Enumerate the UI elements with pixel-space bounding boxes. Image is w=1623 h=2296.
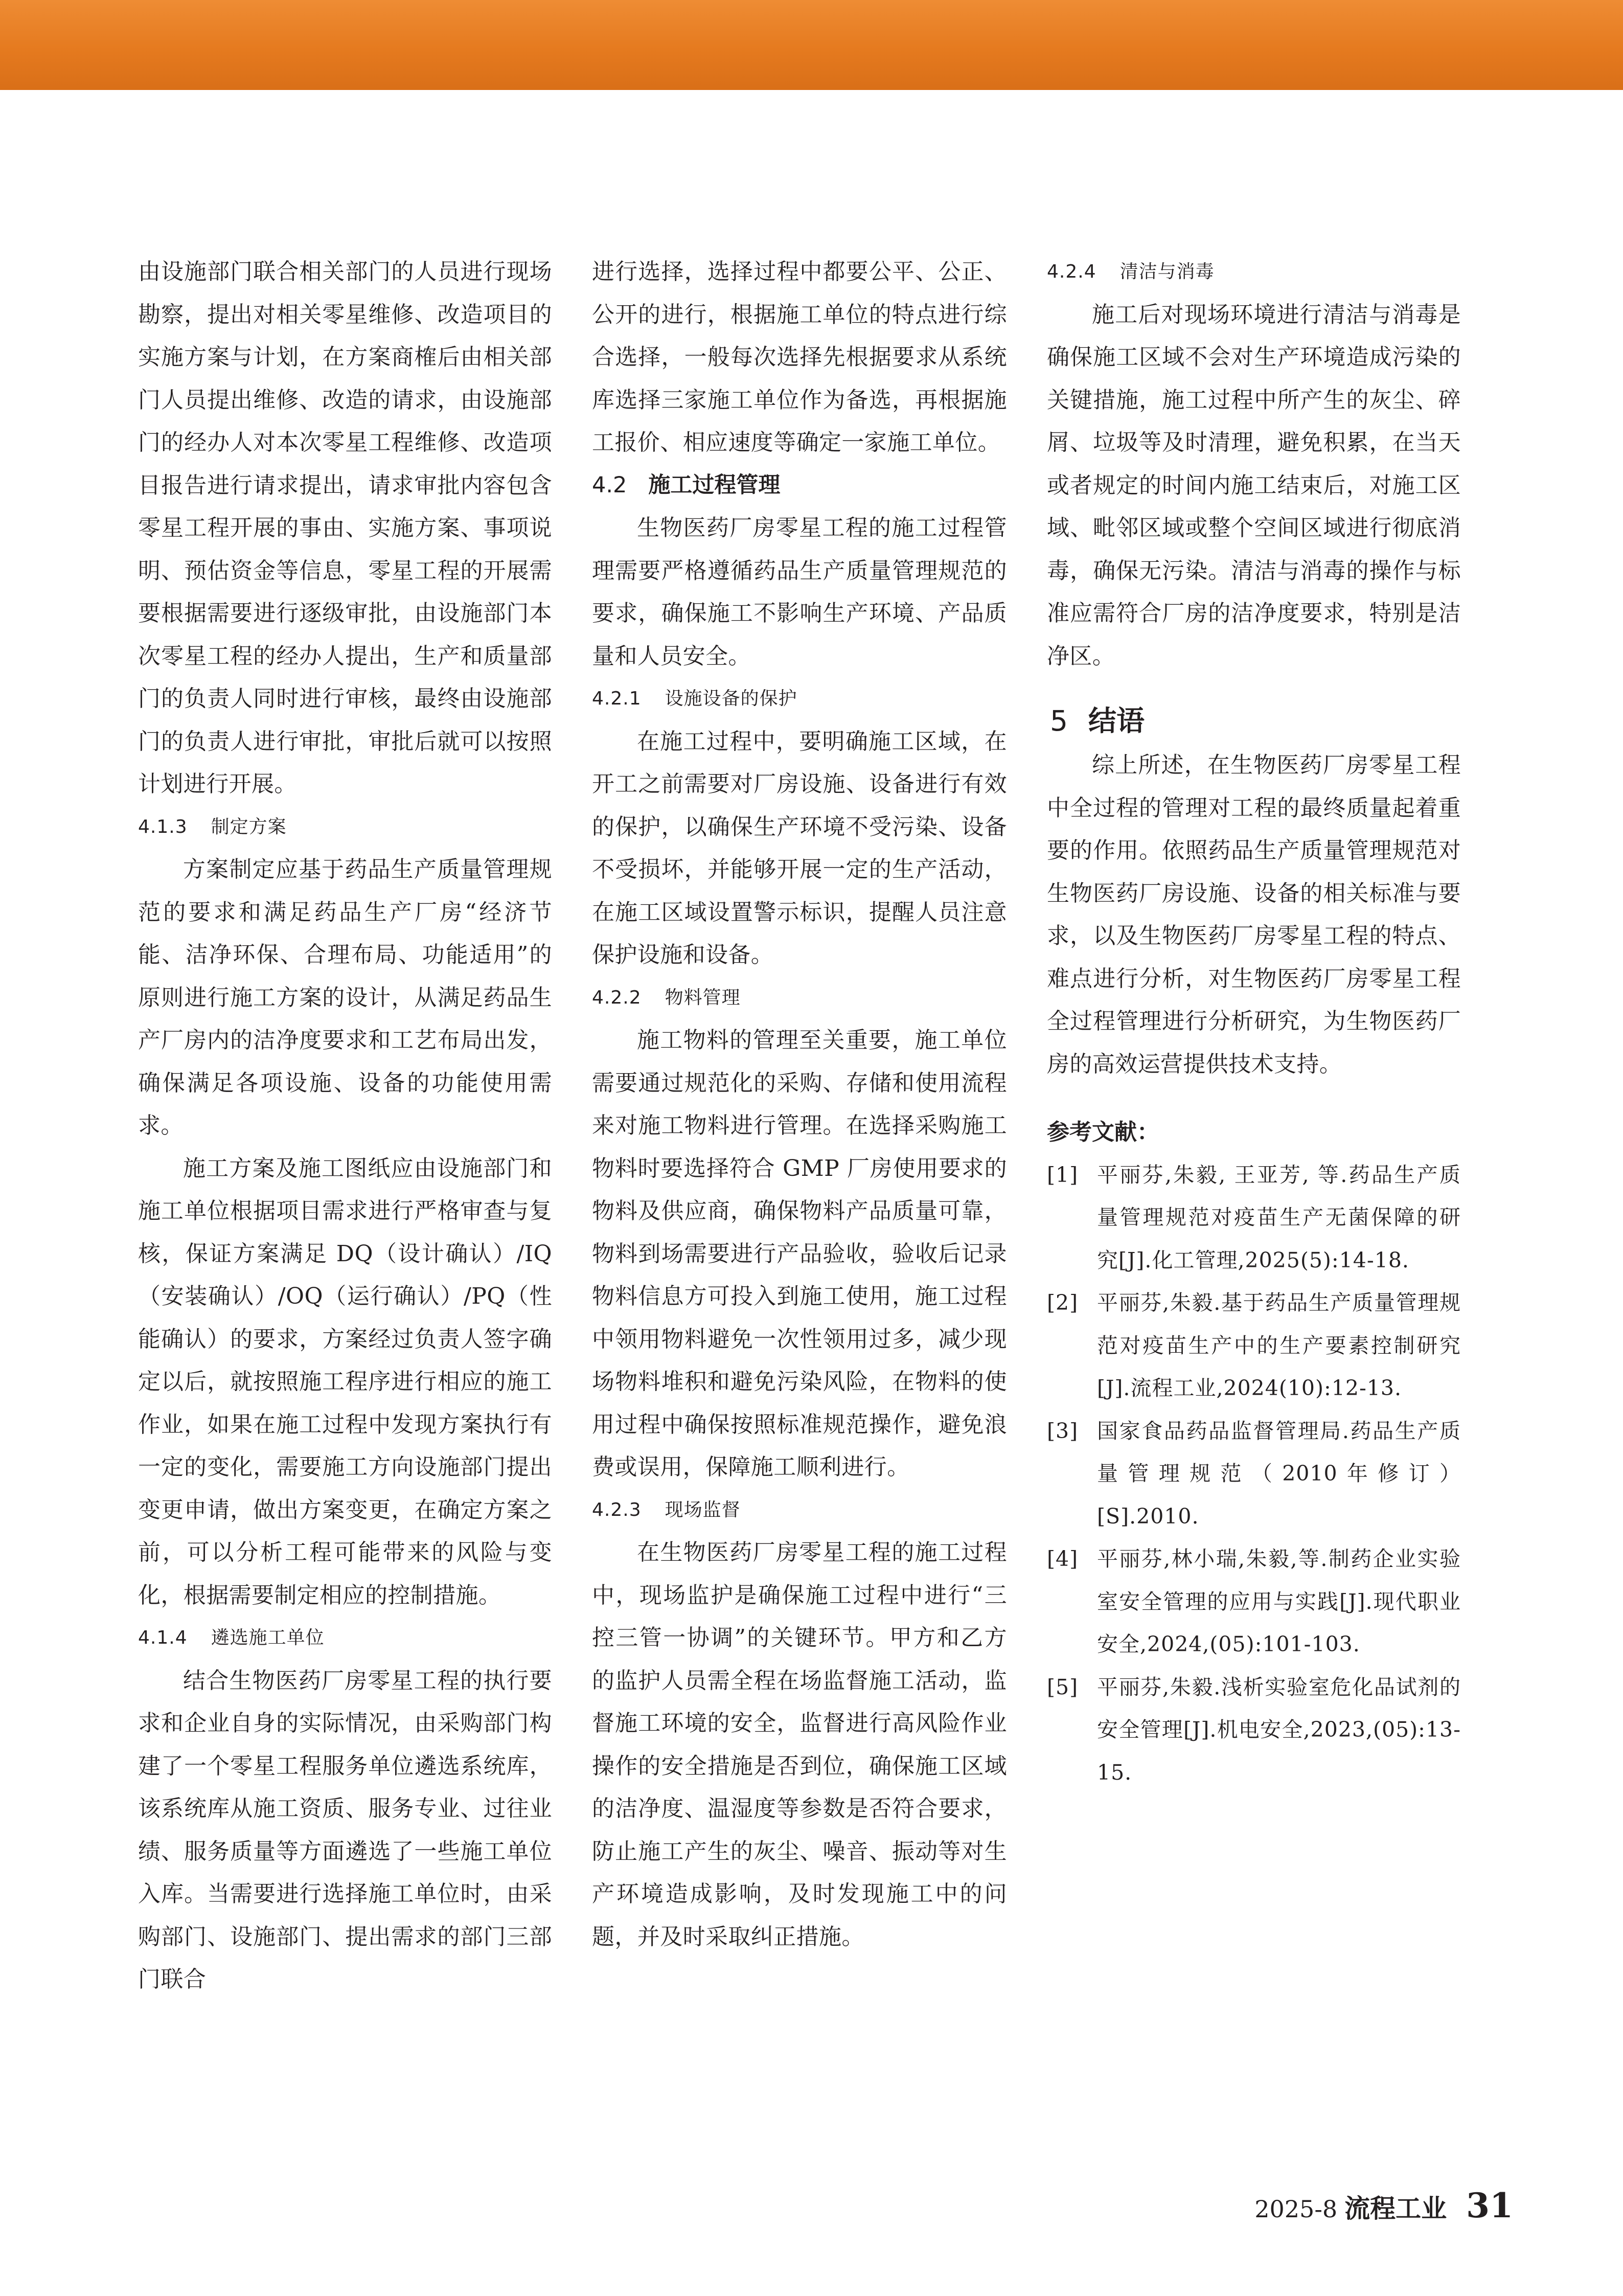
section-heading-4-2-1 (592, 677, 1007, 720)
reference-item (1047, 1282, 1461, 1410)
section-title: 施工过程管理 (648, 472, 781, 498)
section-heading-4-2-4 (1047, 251, 1461, 293)
reference-number: [4] (1047, 1547, 1079, 1571)
section-title: 遴选施工单位 (211, 1627, 325, 1648)
column-right (1047, 251, 1461, 1794)
column-middle (592, 251, 1007, 1958)
header-color-band (0, 0, 1623, 90)
section-heading-4-2-3 (592, 1489, 1007, 1532)
section-number: 5 (1050, 704, 1068, 737)
section-number: 4.1.4 (138, 1627, 188, 1648)
section-number: 4.2.3 (592, 1499, 642, 1520)
issue-label: 2025-8 (1254, 2195, 1338, 2223)
section-title: 物料管理 (665, 987, 741, 1008)
reference-text: 国家食品药品监督管理局.药品生产质量管理规范（2010年修订）[S].2010. (1097, 1418, 1461, 1529)
section-heading-4-2 (592, 464, 1007, 507)
paragraph: 在生物医药厂房零星工程的施工过程中，现场监护是确保施工过程中进行“三控三管一协调”的关键环节。甲方和乙方的监护人员需全程在场监督施工活动，监督施工环境的安全，监督进行高风险作业操作的安全措施是否到位，确保施工区域的洁净度、温湿度等参数是否符合要求，防止施工产生的灰尘、噪音、振动等对生产环境造成影响，及时发现施工中的问题，并及时采取纠正措施。 (592, 1539, 1007, 1950)
section-heading-5 (1047, 698, 1461, 744)
section-title: 制定方案 (211, 816, 287, 837)
section-number: 4.2.1 (592, 688, 642, 709)
paragraph: 结合生物医药厂房零星工程的执行要求和企业自身的实际情况，由采购部门构建了一个零星工程服务单位遴选系统库，该系统库从施工资质、服务专业、过往业绩、服务质量等方面遴选了一些施工单位入库。当需要进行选择施工单位时，由采购部门、设施部门、提出需求的部门三部门联合 (138, 1667, 552, 1992)
section-title: 现场监督 (665, 1499, 741, 1520)
reference-text: 平丽芬,朱毅, 王亚芳, 等.药品生产质量管理规范对疫苗生产无菌保障的研究[J].化工管理,2025(5):14-18. (1097, 1162, 1461, 1272)
section-number: 4.1.3 (138, 816, 188, 837)
paragraph: 施工后对现场环境进行清洁与消毒是确保施工区域不会对生产环境造成污染的关键措施，施工过程中所产生的灰尘、碎屑、垃圾等及时清理，避免积累，在当天或者规定的时间内施工结束后，对施工区域、毗邻区域或整个空间区域进行彻底消毒，确保无污染。清洁与消毒的操作与标准应需符合厂房的洁净度要求，特别是洁净区。 (1047, 301, 1461, 669)
paragraph: 在施工过程中，要明确施工区域，在开工之前需要对厂房设施、设备进行有效的保护，以确保生产环境不受污染、设备不受损坏，并能够开展一定的生产活动，在施工区域设置警示标识，提醒人员注意保护设施和设备。 (592, 728, 1007, 968)
reference-item (1047, 1410, 1461, 1538)
paragraph: 进行选择，选择过程中都要公平、公正、公开的进行，根据施工单位的特点进行综合选择，一般每次选择先根据要求从系统库选择三家施工单位作为备选，再根据施工报价、相应速度等确定一家施工单位。 (592, 259, 1007, 456)
section-number: 4.2 (592, 472, 627, 498)
paragraph: 施工方案及施工图纸应由设施部门和施工单位根据项目需求进行严格审查与复核，保证方案满足 DQ（设计确认）/IQ（安装确认）/OQ（运行确认）/PQ（性能确认）的要求，方案经过负责人签字确定以后，就按照施工程序进行相应的施工作业，如果在施工过程中发现方案执行有一定的变化，需要施工方向设施部门提出变更申请，做出方案变更，在确定方案之前，可以分析工程可能带来的风险与变化，根据需要制定相应的控制措施。 (138, 1155, 552, 1608)
section-number: 4.2.4 (1047, 261, 1096, 282)
reference-text: 平丽芬,朱毅.浅析实验室危化品试剂的安全管理[J].机电安全,2023,(05):13-15. (1097, 1674, 1461, 1785)
section-title: 清洁与消毒 (1119, 261, 1215, 282)
section-heading-4-1-3 (138, 806, 552, 849)
paragraph: 生物医药厂房零星工程的施工过程管理需要严格遵循药品生产质量管理规范的要求，确保施工不影响生产环境、产品质量和人员安全。 (592, 515, 1007, 669)
section-number: 4.2.2 (592, 987, 642, 1008)
page-number: 31 (1466, 2186, 1513, 2225)
section-heading-4-2-2 (592, 976, 1007, 1019)
reference-number: [3] (1047, 1418, 1079, 1443)
reference-item (1047, 1666, 1461, 1794)
reference-number: [5] (1047, 1674, 1079, 1699)
page-footer (1254, 2186, 1513, 2232)
section-title: 设施设备的保护 (665, 688, 797, 709)
paragraph: 综上所述，在生物医药厂房零星工程中全过程的管理对工程的最终质量起着重要的作用。依照药品生产质量管理规范对生物医药厂房设施、设备的相关标准与要求，以及生物医药厂房零星工程的特点、难点进行分析，对生物医药厂房零星工程全过程管理进行分析研究，为生物医药厂房的高效运营提供技术支持。 (1047, 752, 1461, 1077)
reference-text: 平丽芬,林小瑞,朱毅,等.制药企业实验室安全管理的应用与实践[J].现代职业安全,2024,(05):101-103. (1097, 1547, 1461, 1656)
reference-number: [1] (1047, 1162, 1079, 1187)
reference-text: 平丽芬,朱毅.基于药品生产质量管理规范对疫苗生产中的生产要素控制研究[J].流程工业,2024(10):12-13. (1097, 1290, 1461, 1400)
section-title: 结语 (1088, 704, 1145, 737)
reference-item (1047, 1154, 1461, 1282)
reference-list (1047, 1154, 1461, 1794)
references-heading: 参考文献： (1047, 1119, 1159, 1145)
paragraph: 施工物料的管理至关重要，施工单位需要通过规范化的采购、存储和使用流程来对施工物料进行管理。在选择采购施工物料时要选择符合 GMP 厂房使用要求的物料及供应商，确保物料产品质量可靠，物料到场需要进行产品验收，验收后记录物料信息方可投入到施工使用，施工过程中领用物料避免一次性领用过多，减少现场物料堆积和避免污染风险，在物料的使用过程中确保按照标准规范操作，避免浪费或误用，保障施工顺利进行。 (592, 1027, 1007, 1480)
paragraph: 由设施部门联合相关部门的人员进行现场勘察，提出对相关零星维修、改造项目的实施方案与计划，在方案商榷后由相关部门人员提出维修、改造的请求，由设施部门的经办人对本次零星工程维修、改造项目报告进行请求提出，请求审批内容包含零星工程开展的事由、实施方案、事项说明、预估资金等信息，零星工程的开展需要根据需要进行逐级审批，由设施部门本次零星工程的经办人提出，生产和质量部门的负责人同时进行审核，最终由设施部门的负责人进行审批，审批后就可以按照计划进行开展。 (138, 259, 552, 797)
paragraph: 方案制定应基于药品生产质量管理规范的要求和满足药品生产厂房“经济节能、洁净环保、合理布局、功能适用”的原则进行施工方案的设计，从满足药品生产厂房内的洁净度要求和工艺布局出发，确保满足各项设施、设备的功能使用需求。 (138, 856, 552, 1139)
reference-number: [2] (1047, 1290, 1079, 1315)
reference-item (1047, 1538, 1461, 1666)
column-left (138, 251, 552, 2001)
section-heading-4-1-4 (138, 1617, 552, 1660)
journal-name: 流程工业 (1344, 2193, 1447, 2223)
